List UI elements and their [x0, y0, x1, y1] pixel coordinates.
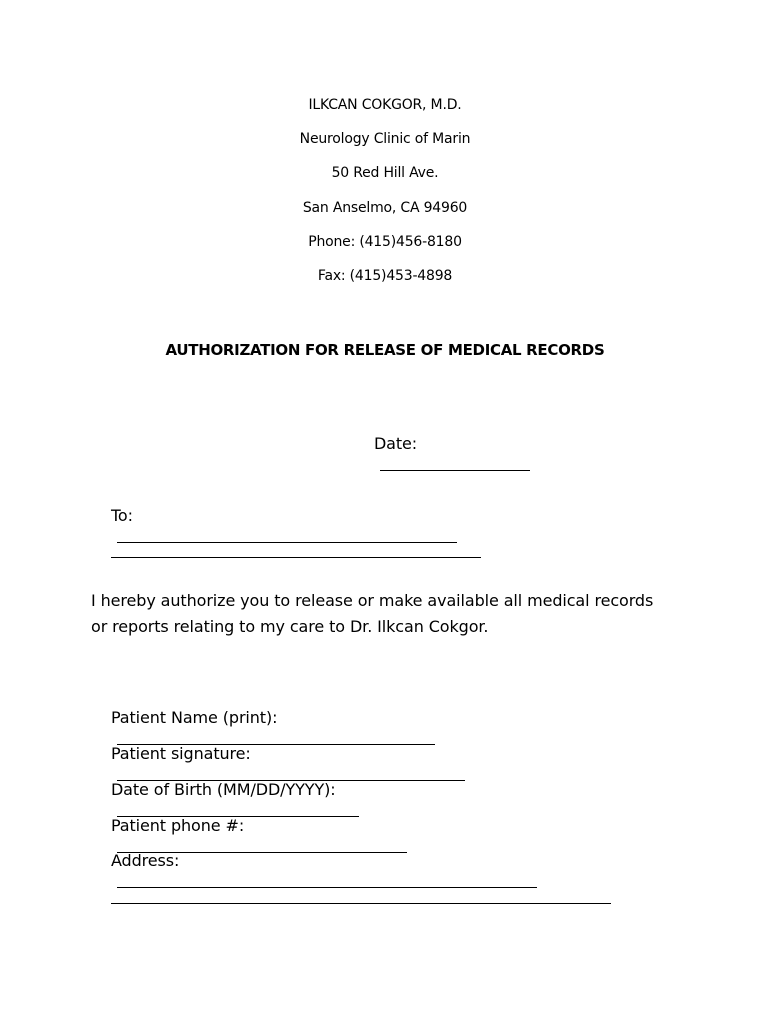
clinic-phone: Phone: (415)456-8180	[308, 234, 462, 250]
authorization-text-1: I hereby authorize you to release or make available all medical records	[91, 591, 654, 610]
to-blank-2[interactable]	[111, 543, 481, 558]
patient-phone-label: Patient phone #:	[110, 816, 245, 835]
doctor-name: ILKCAN COKGOR, M.D.	[308, 97, 462, 113]
authorization-text-2: or reports relating to my care to Dr. Ilkcan Cokgor.	[91, 617, 489, 636]
address-label: Address:	[110, 851, 180, 870]
patient-name-label: Patient Name (print):	[110, 708, 278, 727]
clinic-city-state-zip: San Anselmo, CA 94960	[302, 200, 468, 216]
to-row-2	[91, 520, 481, 586]
form-title: AUTHORIZATION FOR RELEASE OF MEDICAL RECORDS	[165, 341, 605, 359]
clinic-fax: Fax: (415)453-4898	[317, 268, 453, 284]
address-blank-2[interactable]	[111, 889, 611, 904]
patient-signature-label: Patient signature:	[110, 744, 251, 763]
clinic-street: 50 Red Hill Ave.	[331, 165, 439, 181]
date-label: Date:	[373, 434, 418, 453]
dob-label: Date of Birth (MM/DD/YYYY):	[110, 780, 336, 799]
date-blank[interactable]	[380, 456, 530, 471]
clinic-name: Neurology Clinic of Marin	[299, 131, 471, 147]
to-label: To:	[110, 506, 133, 525]
address-row-2	[91, 866, 611, 932]
